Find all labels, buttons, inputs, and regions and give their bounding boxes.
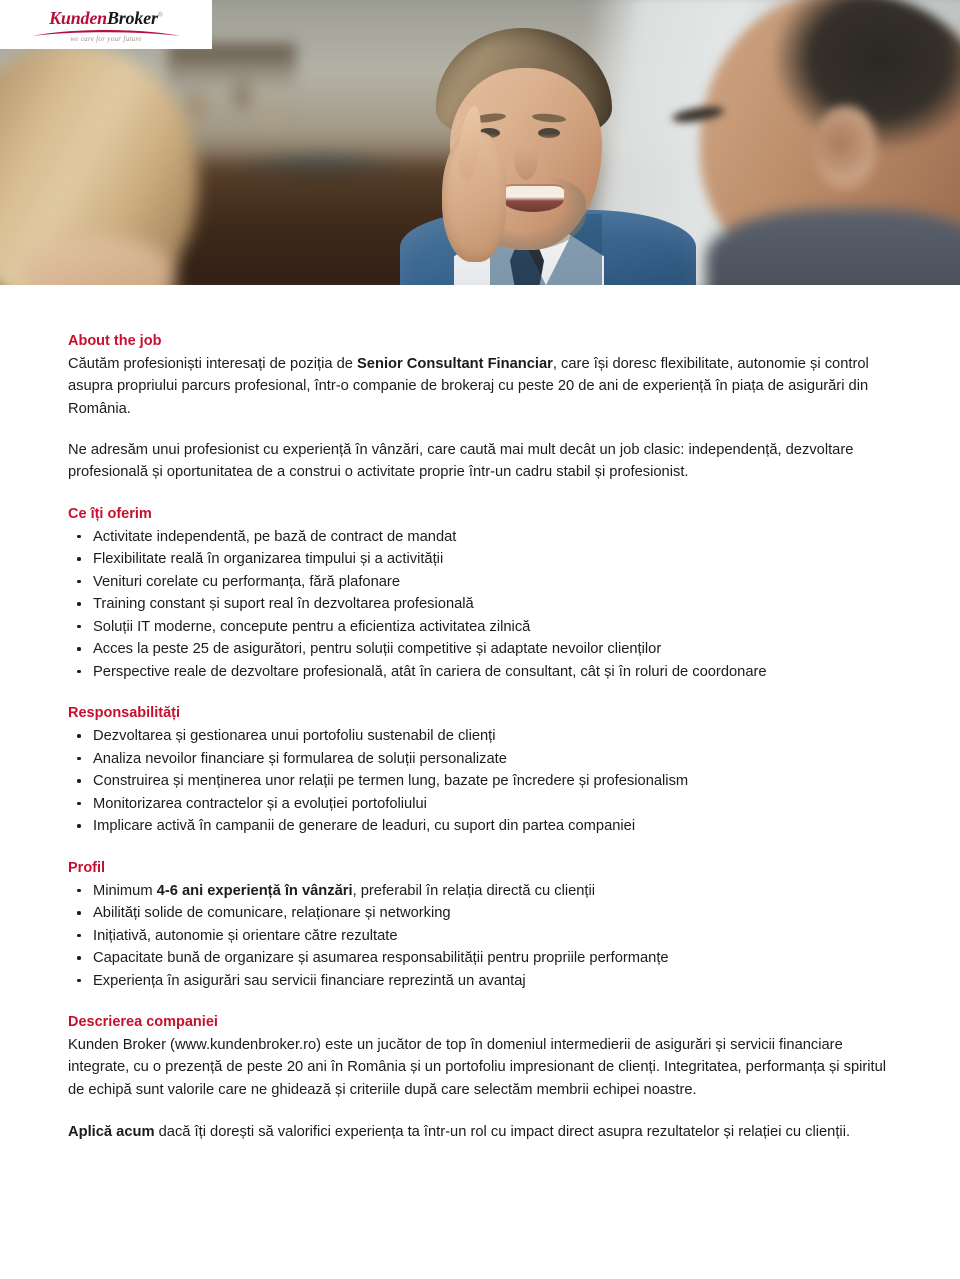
section-heading-offer: Ce îți oferim [68,505,152,522]
list-item: Construirea și menținerea unor relații pe termen lung, bazate pe încredere și profesionalism [68,770,902,792]
list-item: Monitorizarea contractelor și a evoluției portofoliului [68,793,902,815]
list-item [68,880,902,902]
person-center-smiling-man [398,28,698,285]
center-man-nose [514,136,538,180]
responsibilities-list [68,725,902,837]
section-profile [68,858,902,992]
list-item: Flexibilitate reală în organizarea timpului și a activității [68,548,902,570]
list-item: Capacitate bună de organizare și asumarea responsabilității pentru propriile performanțe [68,947,902,969]
section-heading-responsibilities: Responsabilități [68,705,180,722]
center-man-smile [502,186,564,212]
section-heading-about: About the job [68,333,162,349]
company-logo[interactable] [0,0,212,49]
list-item: Perspective reale de dezvoltare profesională, atât în cariera de consultant, cât și în roluri de coordonare [68,661,902,683]
list-item: Inițiativă, autonomie și orientare către rezultate [68,925,902,947]
experience-highlight: 4-6 ani experiență în vânzări [156,882,353,899]
about-text-after-role: , care își doresc flexibilitate, autonomie și control asupra propriului parcurs profesional, într-o companie de brokeraj cu peste 20 de ani de experiență în piața de asigurări din România. [68,356,869,417]
list-item: Analiza nevoilor financiare și formularea de soluții personalizate [68,748,902,770]
center-man-eye-right [538,128,560,138]
profile-item1-after: , preferabil în relația directă cu clienții [352,882,596,899]
about-text-before-role: Căutăm profesioniști interesați de poziția de [68,356,358,373]
job-title-highlight: Senior Consultant Financiar [357,356,553,373]
person-right-ear [814,106,876,190]
logo-text-kunden: Kunden [49,7,107,28]
apply-now-highlight: Aplică acum [68,1124,155,1141]
logo-tagline: we care for your future [70,34,142,43]
list-item: Soluții IT moderne, concepute pentru a eficientiza activitatea zilnică [68,616,902,638]
cta-paragraph [68,1121,902,1143]
list-item: Experiența în asigurări sau servicii financiare reprezintă un avantaj [68,970,902,992]
about-paragraph-1 [68,353,902,420]
logo-text-broker: Broker [106,7,158,28]
list-item: Venituri corelate cu performanța, fără plafonare [68,571,902,593]
list-item: Training constant și suport real în dezvoltarea profesională [68,593,902,615]
list-item: Implicare activă în campanii de generare de leaduri, cu suport din partea companiei [68,815,902,837]
section-responsibilities [68,703,902,837]
list-item: Acces la peste 25 de asigurători, pentru soluții competitive și adaptate nevoilor clienților [68,638,902,660]
company-paragraph: Kunden Broker (www.kundenbroker.ro) este un jucător de top în domeniul intermedierii de asigurări și servicii financiare integrate, cu o prezență de peste 20 ani în România și un portofoliu impresionant de clienți. Integritatea, performanța și spiritul de echipă sunt valorile care ne ghidează și criteriile după care selectăm membrii echipei noastre. [68,1037,887,1098]
section-company-description [68,1012,902,1101]
profile-list [68,880,902,992]
offer-list [68,526,902,683]
about-paragraph-2: Ne adresăm unui profesionist cu experiență în vânzări, care caută mai mult decât un job clasic: independență, dezvoltare profesională și oportunitatea de a construi o activitate proprie într-un cadru stabil și profesionist. [68,442,854,481]
list-item: Dezvoltarea și gestionarea unui portofoliu sustenabil de clienți [68,725,902,747]
cta-rest-text: dacă îți dorești să valorifici experiența ta într-un rol cu impact direct asupra rezultatelor și relației cu clienții. [154,1124,851,1141]
registered-trademark-icon: ® [157,10,163,19]
job-description-body [0,285,960,1143]
list-item: Abilități solide de comunicare, relaționare și networking [68,902,902,924]
logo-wordmark [49,9,163,27]
profile-item1-before: Minimum [93,882,157,899]
list-item: Activitate independentă, pe bază de contract de mandat [68,526,902,548]
section-call-to-action [68,1121,902,1143]
section-offer [68,504,902,683]
section-heading-profile: Profil [68,859,106,876]
section-heading-company: Descrierea companiei [68,1014,218,1031]
hero-banner [0,0,960,285]
